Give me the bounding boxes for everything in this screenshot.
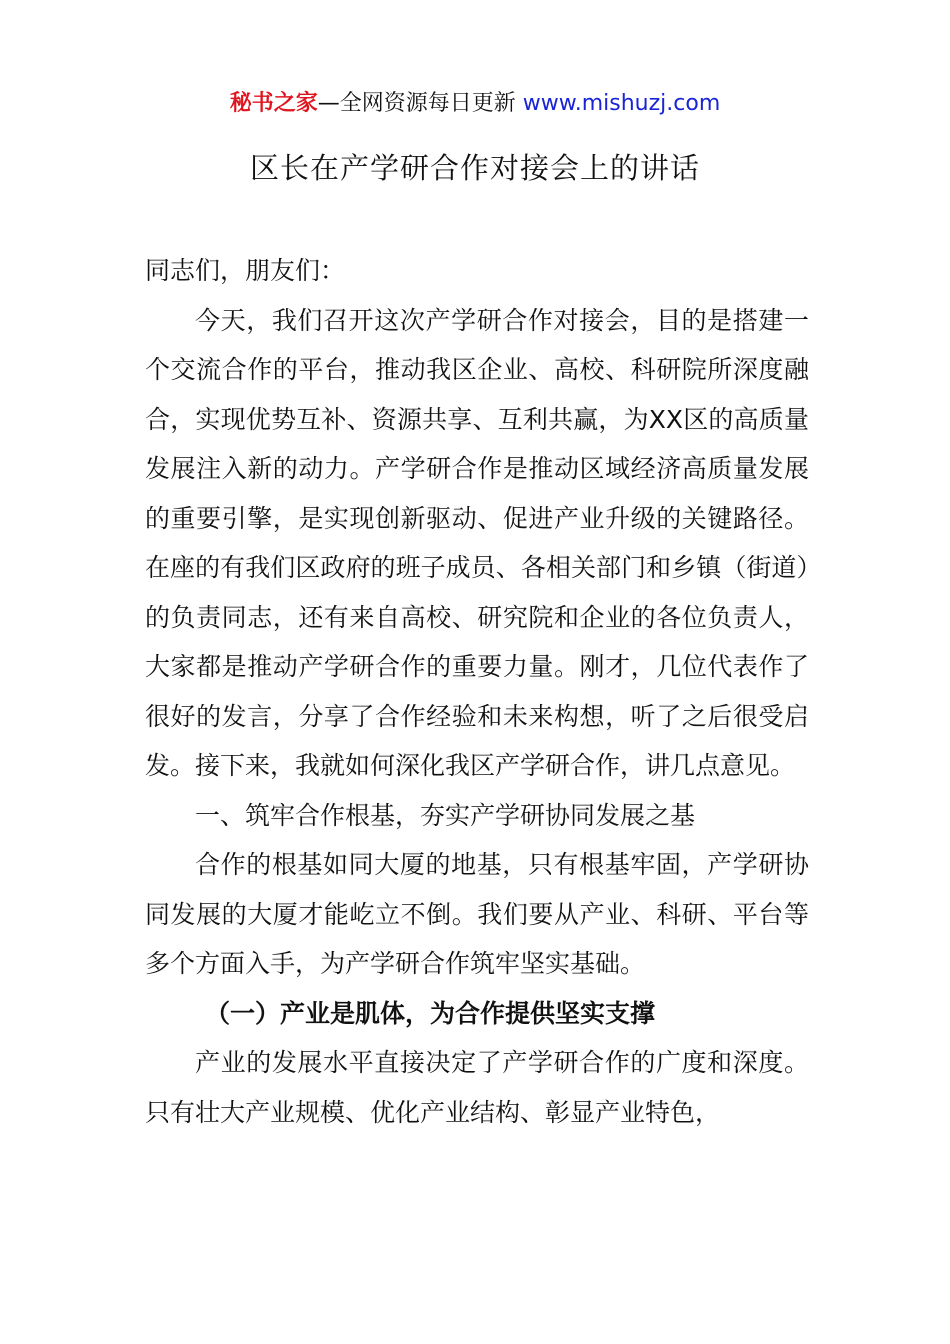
site-url-link[interactable]: www.mishuzj.com — [522, 91, 721, 116]
section-heading: 一、筑牢合作根基，夯实产学研协同发展之基 — [195, 800, 696, 830]
document-title: 区长在产学研合作对接会上的讲话 — [249, 151, 700, 185]
brand-name: 秘书之家 — [229, 91, 318, 116]
document-body — [145, 246, 809, 1137]
subsection-heading: （一）产业是肌体，为合作提供坚实支撑 — [205, 998, 656, 1028]
greeting: 同志们，朋友们： — [145, 256, 346, 285]
header-tagline: —全网资源每日更新 — [317, 91, 516, 116]
paragraph: 今天，我们召开这次产学研合作对接会，目的是搭建一个交流合作的平台，推动我区企业、高校、科研院所深度融合，实现优势互补、资源共享、互利共赢，为XX区的高质量发展注入新的动力。产学研合作是推动区域经济高质量发展的重要引擎，是实现创新驱动、促进产业升级的关键路径。在座的有我们区政府的班子成员、各相关部门和乡镇（街道）的负责同志，还有来自高校、研究院和企业的各位负责人，大家都是推动产学研合作的重要力量。刚才，几位代表作了很好的发言，分享了合作经验和未来构想，听了之后很受启发。接下来，我就如何深化我区产学研合作，讲几点意见。 — [145, 305, 809, 780]
site-header — [0, 88, 950, 120]
paragraph: 合作的根基如同大厦的地基，只有根基牢固，产学研协同发展的大厦才能屹立不倒。我们要从产业、科研、平台等多个方面入手，为产学研合作筑牢坚实基础。 — [145, 850, 809, 978]
paragraph: 产业的发展水平直接决定了产学研合作的广度和深度。只有壮大产业规模、优化产业结构、彰显产业特色， — [145, 1048, 809, 1127]
